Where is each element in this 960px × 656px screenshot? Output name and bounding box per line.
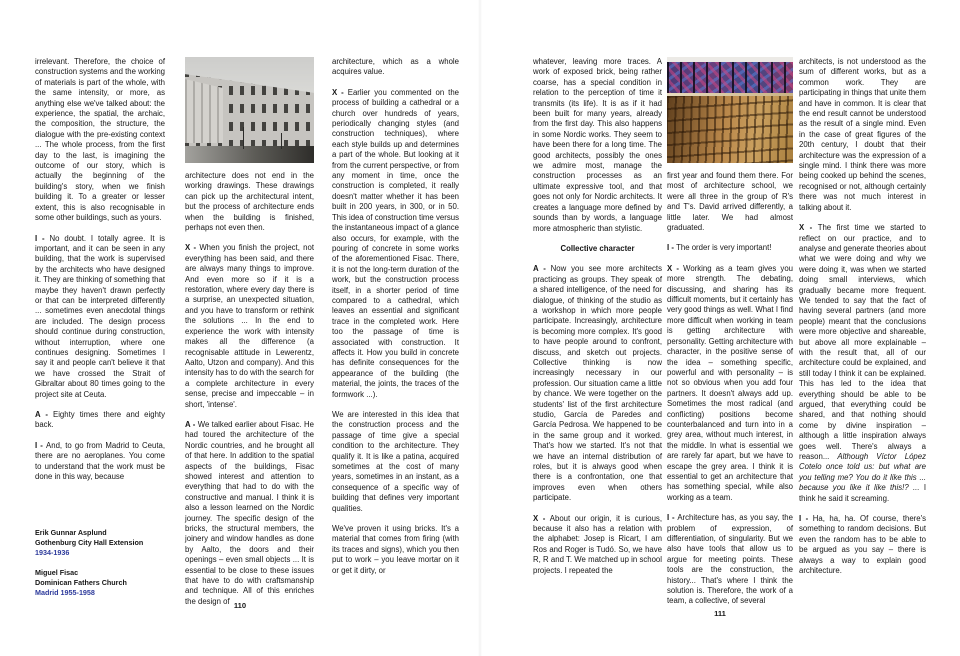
paragraph-text: whatever, leaving more traces. A work of exposed brick, being rather coarse, has a special condition in relation to the perception of time it transmits (its life). It is as if it had been built for many years, already from the first day. This also happens in some Nordic works. They seem to have been there for a long time. The good architects, possibly the ones we admire most, manage the construction processes as an ultimate expressive tool, and that goes not only for Nordic architects. It creates a language more defined by sounds than by words, a language more atmospheric than stylistic. [533, 57, 662, 233]
paragraph [667, 171, 793, 233]
paragraph-text: We've proven it using bricks. It's a material that comes from firing (with its traces and signs), which you then put to work – you leave mortar on it or get it dirty, or [332, 524, 459, 575]
paragraph-text: Architecture has, as you say, the problem of expression, of differentiation, of singularity. But we also have tools that allow us to argue for meeting points. These tools are the construction, the history... That's where I think the solution is. Therefore, the work of a team, a collective, of several [667, 513, 793, 606]
speaker-label: A - [35, 410, 53, 419]
caption-asplund [35, 528, 187, 558]
speaker-label: X - [332, 87, 348, 97]
paragraph-text: Now you see more architects practicing as groups. They speak of a shared intelligence, of the need for dialogue, of thinking of the studio as a workshop in which more people participate. Increasingly, architecture is becoming more complex. It's good to have people around to confront, discuss, and sketch out projects. Collective thinking is now increasingly necessary in our profession. Our situation came a little by chance. We were together on the students' list of the first architecture studio, García de Paredes and García Pedrosa. We happened to be in the same group and it worked. That's how we started. It's not that we have an internal distribution of roles, but it is always good when there is a confrontation, one that improves even when others participate. [533, 264, 662, 503]
paragraph-text: Ha, ha, ha. Of course, there's something to random decisions. But even the random has to be able to be argued as you say – there is always a way to explain good architecture. [799, 514, 926, 576]
page-number-right: 111 [714, 609, 726, 618]
paragraph-text: architects, is not understood as the sum of different works, but as a common work. They are participating in things that unite them and have in common. It is clear that the end result cannot be understood as the result of a single mind. Even in the case of great figures of the 20th century, I doubt that their architecture was the expression of a single mind. I think there was more being cooked up behind the scenes, recognised or not, although certainly there was not much interest in talking about it. [799, 57, 926, 212]
speaker-label: I - [799, 514, 813, 524]
paragraph [35, 410, 165, 431]
photo-dominican-fathers-church-auditorium [667, 57, 793, 163]
caption-architect-name: Erik Gunnar Asplund [35, 528, 107, 537]
paragraph-text: Earlier you commented on the process of building a cathedral or a church over hundreds of years, periodically changing styles (and construction techniques), where each style builds up and determines a part of the whole. But looking at it from the current perspective, or from any moment in time, once the construction is completed, it really doesn't matter whether it has been built in 200 years, in 300, or in 50. This idea of construction time versus the instantaneous impact of a glance also occurs, for example, with the pouring of concrete in some works of the aforementioned Fisac. There, it is not the long-term duration of the work, but the construction process itself, in a shorter period of time compared to a cathedral, which leaves an essential and significant trace in the completed work. Here too the passage of time is associated with construction. It affects it. How you build in concrete has definite consequences for the appearance of the building (the material, the joints, the traces of the formwork ...). [332, 87, 460, 399]
paragraph [35, 57, 165, 224]
paragraph-text: When you finish the project, not everything has been said, and there are always many things to improve. And even more so if it is a restoration, where every day there is a surprise, an unexpected situation, and you have to transform or rethink the solutions ... In the end to experience the work with intensity makes all the difference (a recognisable attitude in Lewerentz, Aalto, Utzon and company). And this intensity has to do with the search for a complete architecture in every sense, precise and impeccable – in short, 'intense'. [185, 243, 314, 409]
page-number-left: 110 [233, 601, 247, 610]
paragraph [533, 57, 662, 234]
paragraph [533, 514, 662, 576]
paragraph-text: The order is very important! [676, 243, 772, 253]
building-portico-graphic [185, 79, 223, 143]
caption-work-title: Gothenburg City Hall Extension [35, 538, 144, 547]
paragraph-text: We are interested in this idea that the construction process and the passage of time give a special condition to the architecture. They qualify it. It is like a patina, acquired sometimes at the cost of many years, sometimes in an instant, as a consequence of a specific way of building that defines very important qualities. [332, 410, 459, 513]
paragraph-text: We talked earlier about Fisac. He had toured the architecture of the Nordic countries, and he brought all of that here. In addition to the spatial aspects of the buildings, Fisac showed interest and attention to everything that had to do with the constructive and manual. I think it is also a lesson learned on the Nordic journey. The specific design of the bricks, the structural members, the joinery and window handles as done by Aalto, the doors and their openings – even small objects ... It is essential to be close to these issues that have to do with craftsmanship and technique. All of this enriches the design of [185, 419, 314, 606]
paragraph [799, 223, 926, 504]
paragraph [332, 88, 459, 400]
photo-captions [35, 528, 187, 608]
left-column-3 [332, 57, 459, 586]
section-subheading: Collective character [560, 243, 635, 253]
paragraph [332, 410, 459, 514]
right-column-1 [533, 57, 662, 586]
paragraph [35, 441, 165, 483]
caption-year: Madrid 1955-1958 [35, 588, 95, 597]
paragraph-text: Eighty times there and eighty back. [35, 410, 165, 430]
paragraph [533, 264, 662, 503]
paragraph [667, 513, 793, 607]
paragraph-text: Working as a team gives you more strength. The debating, discussing, and sharing has its difficult moments, but it certainly has very good things as well. What I find more difficult when working in team is getting architecture with personality. Getting architecture with character, in the positive sense of the idea – something specific, powerful and with personality – is not so obvious when you add four partners. It doesn't always add up. Sometimes the most radical (and conflicting) positions become counterbalanced and turn into in a grey area, without much interest, in the middle. In what is essential we are rarely far apart, but we have to escape the grey area. I think it is essential to get an architecture that has something special, while also working as a team. [667, 263, 793, 502]
caption-architect-name: Miguel Fisac [35, 568, 79, 577]
spread-fold [478, 0, 482, 656]
speaker-label: X - [185, 243, 200, 253]
speaker-label: I - [667, 243, 677, 253]
speaker-label: A - [185, 419, 198, 429]
paragraph [332, 524, 459, 576]
paragraph [185, 243, 314, 410]
paragraph-text: No doubt. I totally agree. It is important, and it can be seen in any building, that the work is supervised by the architects who have designed it. They are thinking of something that maybe they haven't drawn perfectly or that can be interpreted differently ... sometimes even anecdotal things are included. The design process should continue during construction, without interruption, where one continues designing. Sometimes I say it and people can't believe it that we have crossed the Strait of Gibraltar about 80 times going to the project site at Ceuta. [35, 233, 165, 399]
paragraph-text: About our origin, it is curious, because it also has a relation with the alphabet: Josep is Ricart, I am Ros and Roger is Tudó. So, we have R, R and T. We matched up in school projects. I repeated the [533, 513, 662, 575]
paragraph-text: architecture does not end in the working drawings. These drawings can pick up the architectural intent, but the process of architecture ends when the building is finished, perhaps not even then. [185, 171, 314, 233]
speaker-label: I - [35, 233, 50, 243]
caption-year: 1934-1936 [35, 548, 70, 557]
speaker-label: X - [533, 513, 550, 523]
left-column-1 [35, 57, 165, 492]
speaker-label: A - [533, 264, 551, 274]
speaker-label: I - [35, 440, 47, 450]
speaker-label: I - [667, 513, 678, 523]
speaker-label: X - [799, 223, 818, 233]
quoted-remark-italic: Although Víctor López Cotelo once told us: but what are you telling me? You do it like this ... because you like it like this!? ... [799, 452, 926, 493]
paragraph [799, 514, 926, 576]
right-column-2 [667, 57, 793, 617]
caption-fisac [35, 568, 187, 598]
paragraph [332, 57, 459, 78]
paragraph-text: I think he said it screaming. [799, 483, 926, 503]
stained-glass-graphic [667, 62, 793, 93]
paragraph-text: The first time we started to reflect on our practice, and to analyse and generate theories about what we were doing and why we were doing it, was when we started doing small interviews, which gradually became more frequent. We tended to say that the fact of having several partners (and more people) meant that the conclusions were more objective and shareable, but above all more explainable – with the result that, all of our architecture could be explained, and still today I think it can be explained. This has led to the idea that everything should be able to be argued, that everything could be shared, and that nothing should come by divine inspiration – although a little inspiration always goes well. There's always a reason... [799, 223, 926, 462]
wooden-pews-graphic [667, 96, 793, 163]
paragraph [185, 171, 314, 233]
photo-gothenburg-city-hall-extension [185, 57, 314, 163]
paragraph-text: And, to go from Madrid to Ceuta, there are no aeroplanes. You come to understand that the work must be done in this way, because [35, 440, 165, 482]
street-shadow-graphic [185, 146, 314, 163]
speaker-label: X - [667, 263, 684, 273]
paragraph [667, 243, 793, 253]
lamp-post-graphic [243, 127, 244, 149]
paragraph [667, 264, 793, 503]
paragraph-text: first year and found them there. For most of architecture school, we were all three in the group of R's and T's. David arrived differently, a little later. We had almost graduated. [667, 171, 793, 233]
paragraph [799, 57, 926, 213]
paragraph-text: architecture, which as a whole acquires value. [332, 57, 459, 77]
lamp-post-graphic [281, 133, 282, 149]
left-column-2 [185, 57, 314, 617]
paragraph [185, 420, 314, 607]
paragraph [35, 234, 165, 401]
caption-work-title: Dominican Fathers Church [35, 578, 127, 587]
right-column-3 [799, 57, 926, 587]
paragraph-text: irrelevant. Therefore, the choice of construction systems and the working of materials is part of the whole, with the same intensity, or more, as anything else we've talked about: the experience, the spatial, the archaic, the composition, the structure, the dialogue with the pre-existing context ... The whole process, from the first day to the last, is imagining the outcome of our story, which is actually the beginning of the building's story, when we finish building it. To a greater or lesser extent, this is also recognisable in some other buildings, such as yours. [35, 57, 166, 223]
